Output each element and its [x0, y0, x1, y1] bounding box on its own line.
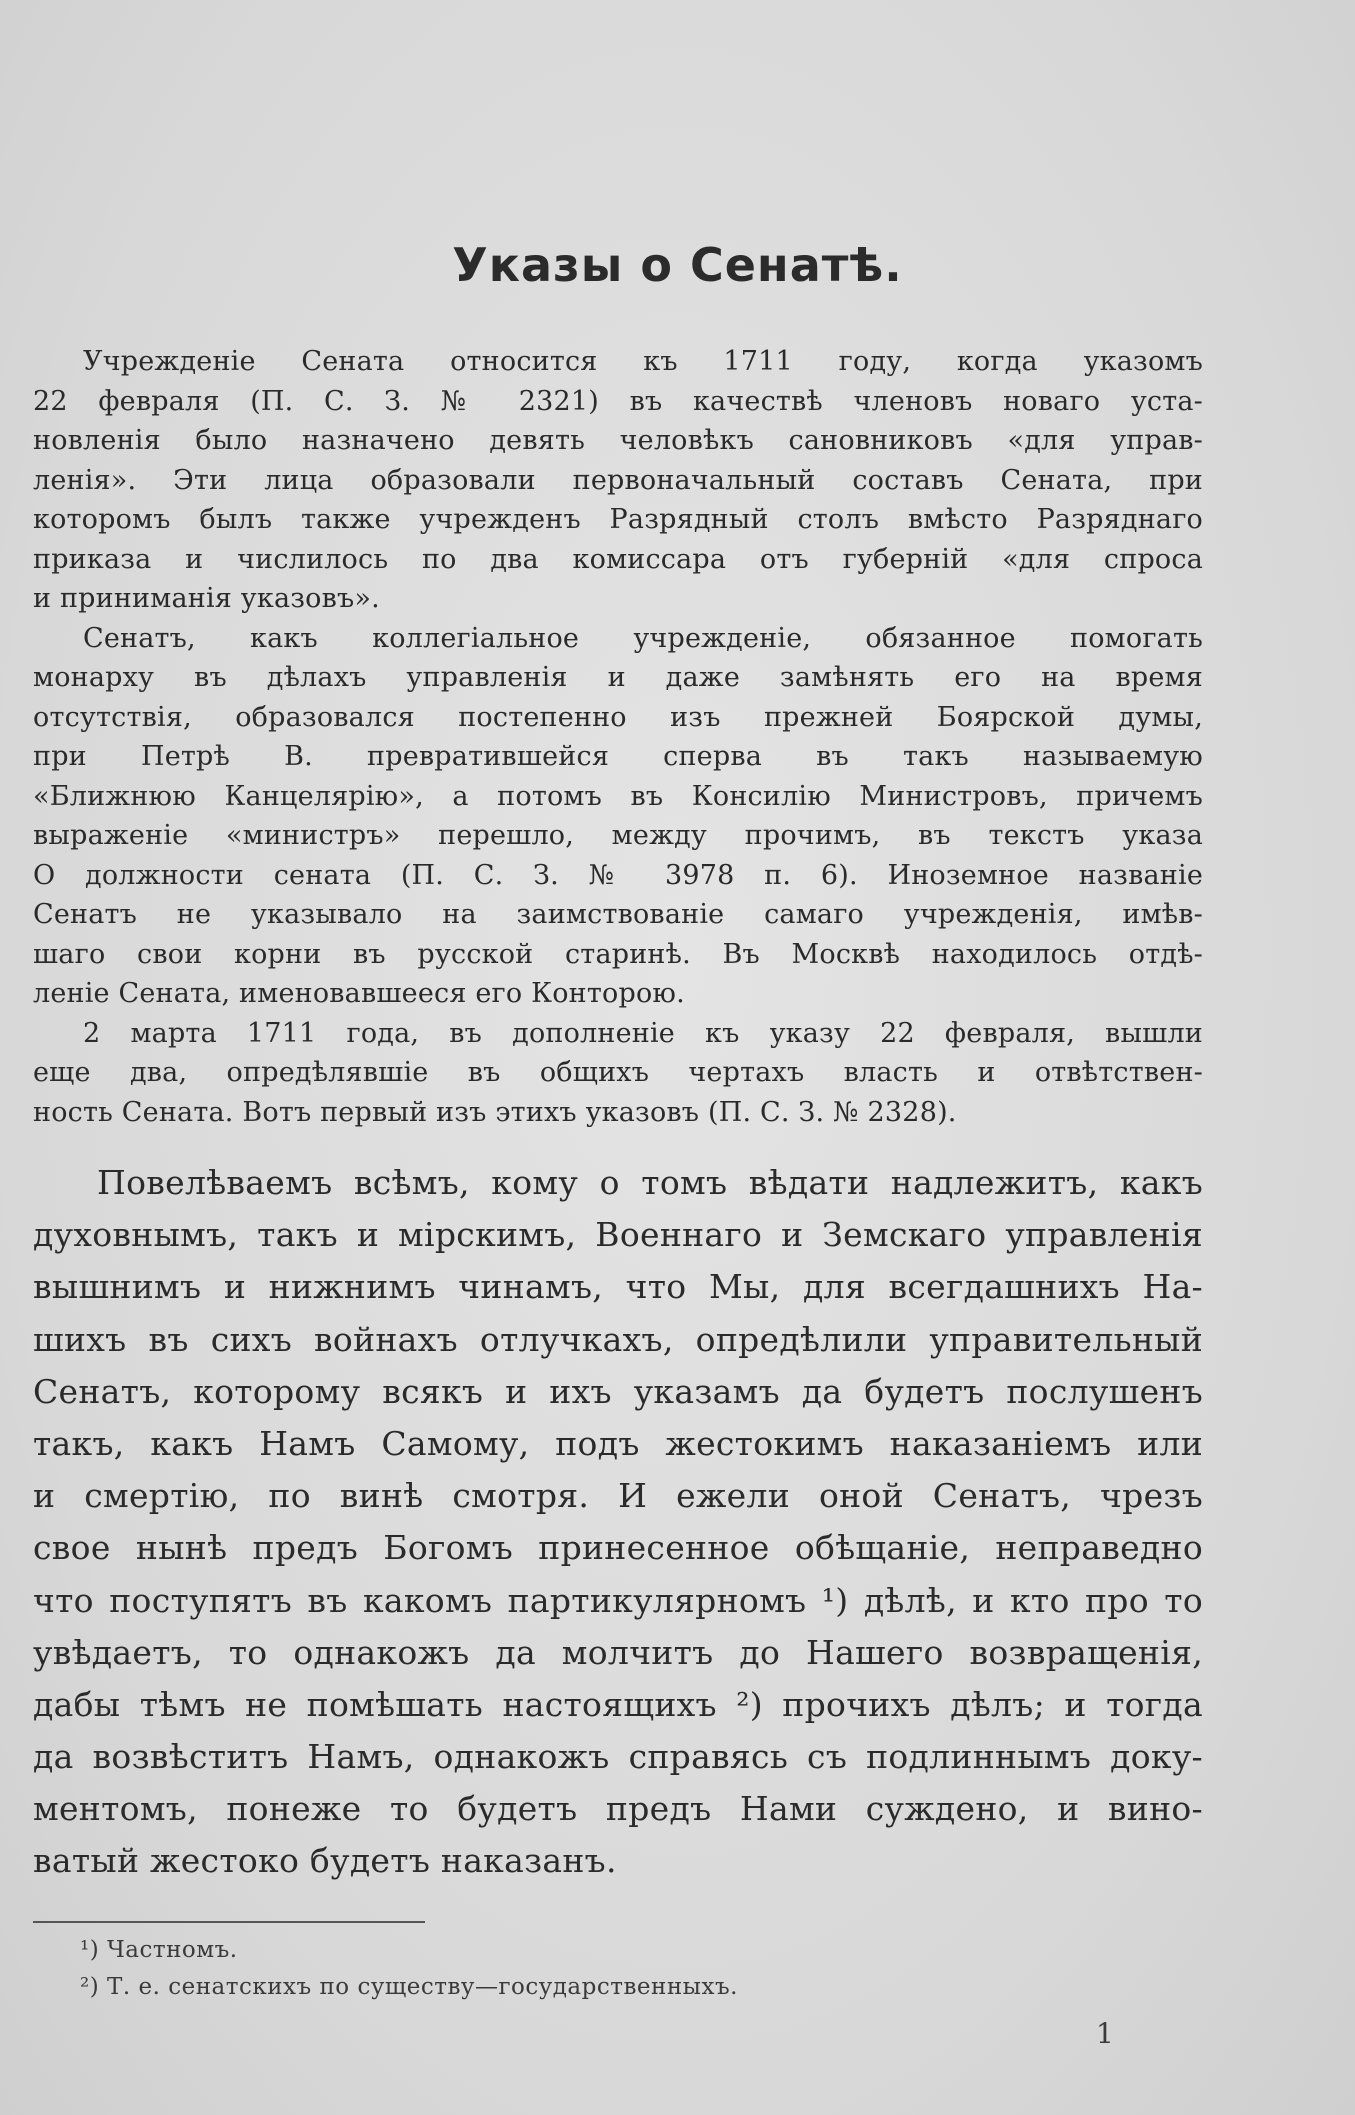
footnote: ¹) Частномъ. — [80, 1937, 238, 1963]
text-line: при Петрѣ В. превратившейся сперва въ такъ называемую — [33, 741, 1203, 772]
footnote-rule — [33, 1921, 425, 1923]
page-title: Указы о Сенатѣ. — [452, 238, 903, 292]
text-line: выраженіе «министръ» перешло, между прочимъ, въ текстъ указа — [33, 820, 1203, 851]
text-line: Сенатъ не указывало на заимствованіе самаго учрежденія, имѣв- — [33, 899, 1203, 930]
text-line: монарху въ дѣлахъ управленія и даже замѣнять его на время — [33, 662, 1203, 693]
footnote: ²) Т. е. сенатскихъ по существу—государственныхъ. — [80, 1974, 738, 2000]
text-line: вышнимъ и нижнимъ чинамъ, что Мы, для всегдашнихъ На- — [33, 1267, 1203, 1307]
text-line: свое нынѣ предъ Богомъ принесенное обѣщаніе, неправедно — [33, 1528, 1203, 1568]
text-line: «Ближнюю Канцелярію», а потомъ въ Консилію Министровъ, причемъ — [33, 780, 1203, 812]
text-line: еще два, опредѣлявшіе въ общихъ чертахъ власть и отвѣтствен- — [33, 1057, 1203, 1088]
text-line: шаго свои корни въ русской старинѣ. Въ Москвѣ находилось отдѣ- — [33, 938, 1203, 970]
page-number: 1 — [1096, 2017, 1114, 2050]
text-line: ность Сената. Вотъ первый изъ этихъ указовъ (П. С. З. № 2328). — [33, 1096, 957, 1128]
text-line: 2 марта 1711 года, въ дополненіе къ указу 22 февраля, вышли — [83, 1017, 1203, 1049]
text-line: ватый жестоко будетъ наказанъ. — [33, 1841, 617, 1881]
text-line: такъ, какъ Намъ Самому, подъ жестокимъ наказаніемъ или — [33, 1423, 1203, 1463]
text-line: что поступятъ въ какомъ партикулярномъ ¹) дѣлѣ, и кто про то — [33, 1580, 1203, 1620]
text-line: 22 февраля (П. С. З. № 2321) въ качествѣ членовъ новаго уста- — [33, 385, 1203, 417]
text-line: шихъ въ сихъ войнахъ отлучкахъ, опредѣлили управительный — [33, 1319, 1203, 1359]
text-line: да возвѣститъ Намъ, однакожъ справясь съ подлиннымъ доку- — [33, 1737, 1203, 1777]
decree-text — [33, 1157, 1203, 1888]
text-line: дабы тѣмъ не помѣшать настоящихъ ²) прочихъ дѣлъ; и тогда — [33, 1684, 1203, 1724]
text-line: которомъ былъ также учрежденъ Разрядный столъ вмѣсто Разряднаго — [33, 504, 1203, 535]
text-line: и приниманія указовъ». — [33, 583, 380, 614]
text-line: духовнымъ, такъ и мірскимъ, Военнаго и Земскаго управленія — [33, 1215, 1203, 1255]
text-line: О должности сената (П. С. З. № 3978 п. 6). Иноземное названіе — [33, 859, 1203, 891]
text-line: новленія было назначено девять человѣкъ сановниковъ «для управ- — [33, 425, 1203, 456]
text-line: ленія». Эти лица образовали первоначальный составъ Сената, при — [33, 464, 1203, 496]
text-line: Учрежденіе Сената относится къ 1711 году, когда указомъ — [83, 346, 1203, 377]
text-line: и смертію, по винѣ смотря. И ежели оной Сенатъ, чрезъ — [33, 1476, 1203, 1516]
text-line: Повелѣваемъ всѣмъ, кому о томъ вѣдати надлежитъ, какъ — [97, 1163, 1203, 1202]
text-line: ментомъ, понеже то будетъ предъ Нами суждено, и вино- — [33, 1789, 1203, 1829]
text-line: Сенатъ, которому всякъ и ихъ указамъ да будетъ послушенъ — [33, 1371, 1203, 1411]
text-line: отсутствія, образовался постепенно изъ прежней Боярской думы, — [33, 701, 1203, 733]
text-line: приказа и числилось по два комиссара отъ губерній «для спроса — [33, 543, 1203, 575]
text-line: Сенатъ, какъ коллегіальное учрежденіе, обязанное помогать — [83, 622, 1203, 654]
text-line: леніе Сената, именовавшееся его Конторою. — [33, 978, 685, 1009]
footnotes — [80, 1932, 738, 2006]
intro-text — [33, 342, 1203, 1132]
text-line: увѣдаетъ, то однакожъ да молчитъ до Нашего возвращенія, — [33, 1632, 1203, 1672]
